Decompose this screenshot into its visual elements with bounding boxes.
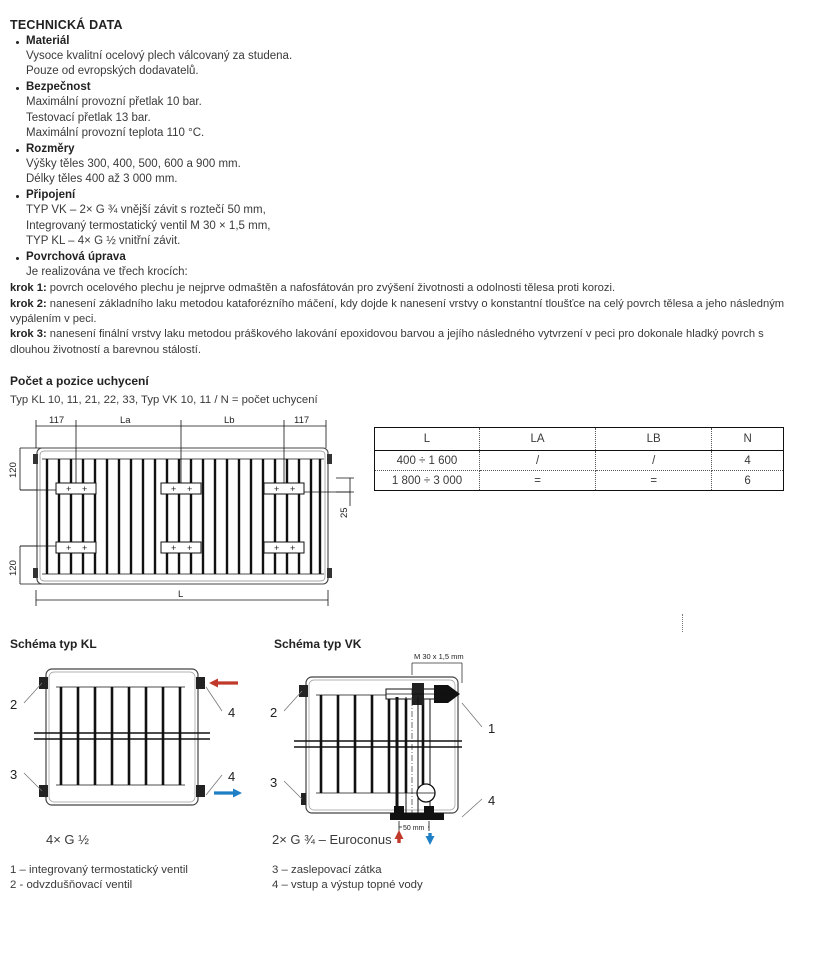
step-label: krok 1:: [10, 282, 47, 295]
kl-callout-4-top: 4: [228, 705, 236, 720]
step-paragraph-2: [0, 297, 818, 328]
table-header-cell: LA: [480, 428, 596, 451]
kl-port-bottom-right: [196, 785, 205, 797]
svg-text:+: +: [290, 484, 296, 494]
spec-heading: Připojení: [26, 189, 76, 202]
dim-label-lb: Lb: [224, 415, 235, 426]
spec-item-connection: [16, 188, 818, 249]
vk-spacing-label: 50 mm: [403, 825, 425, 832]
dim-label-l: L: [178, 589, 184, 600]
kl-callout-3: 3: [10, 767, 18, 782]
spec-line: Integrovaný termostatický ventil M 30 × 1,5 mm,: [26, 219, 271, 232]
svg-text:+: +: [66, 484, 72, 494]
spec-line: Výšky těles 300, 400, 500, 600 a 900 mm.: [26, 158, 241, 171]
spec-heading: Bezpečnost: [26, 81, 91, 94]
table-cell: =: [596, 471, 712, 491]
table-cell: 1 800 ÷ 3 000: [375, 471, 480, 491]
kl-callout-2: 2: [10, 697, 18, 712]
table-cell: 4: [712, 451, 784, 471]
schema-vk-caption: 2× G ¾ – Euroconus: [272, 832, 392, 847]
schema-vk-drawing: [266, 645, 516, 845]
spec-heading: Rozměry: [26, 143, 75, 156]
legend-item-4: 4 – vstup a výstup topné vody: [272, 879, 423, 891]
table-cell: /: [480, 451, 596, 471]
legend-item-2: 2 - odvzdušňovací ventil: [10, 879, 133, 891]
spec-heading: Povrchová úprava: [26, 251, 126, 264]
kl-port-top-right: [196, 677, 205, 689]
vk-thread-label: M 30 x 1,5 mm: [414, 652, 464, 661]
spec-line: Vysoce kvalitní ocelový plech válcovaný za studena.: [26, 50, 293, 62]
spec-item-dimensions: [16, 142, 818, 187]
table-cell: /: [596, 451, 712, 471]
spec-heading: Materiál: [26, 35, 70, 47]
spec-line: Pouze od evropských dodavatelů.: [26, 65, 199, 78]
table-header-row: [375, 428, 784, 451]
svg-text:+: +: [187, 543, 193, 553]
spec-item-material: [16, 34, 818, 79]
spec-line: Testovací přetlak 13 bar.: [26, 111, 151, 124]
spec-line: TYP KL – 4× G ½ vnitřní závit.: [26, 234, 181, 247]
legend-item-3: 3 – zaslepovací zátka: [272, 864, 382, 876]
outlet-arrow-blue: [426, 833, 435, 845]
spec-line: Délky těles 400 až 3 000 mm.: [26, 173, 178, 186]
dim-label-right-117: 117: [294, 415, 310, 426]
vk-callout-2: 2: [270, 705, 278, 720]
mounting-section-subtitle: Typ KL 10, 11, 21, 22, 33, Typ VK 10, 11 / N = počet uchycení: [10, 394, 318, 406]
table-row: [375, 451, 784, 471]
dim-label-la: La: [120, 415, 131, 426]
spec-item-safety: [16, 80, 818, 141]
step-paragraph-1: [0, 281, 818, 296]
svg-text:+: +: [171, 543, 177, 553]
dim-label-25: 25: [339, 507, 350, 518]
table-cell: 400 ÷ 1 600: [375, 451, 480, 471]
vk-port-top-left: [299, 685, 308, 697]
table-cell: =: [480, 471, 596, 491]
step-paragraph-3: [0, 327, 818, 358]
outlet-arrow-blue: [214, 789, 242, 798]
dotted-mark: [682, 614, 684, 632]
dim-label-left-117: 117: [49, 415, 65, 426]
vk-callout-3: 3: [270, 775, 278, 790]
svg-text:+: +: [274, 543, 280, 553]
spec-line: Je realizována ve třech krocích:: [26, 266, 188, 279]
step-text: povrch ocelového plechu je nejprve odmaštěn a nafosfátován pro zvýšení životnosti a odolnosti tělesa proti korozi.: [46, 282, 616, 295]
svg-text:+: +: [82, 484, 88, 494]
svg-text:+: +: [171, 484, 177, 494]
technical-data-section: [0, 0, 818, 358]
kl-port-bottom-left: [39, 785, 48, 797]
svg-text:+: +: [66, 543, 72, 553]
table-header-cell: LB: [596, 428, 712, 451]
spec-list: [0, 34, 818, 280]
kl-port-top-left: [39, 677, 48, 689]
svg-text:+: +: [187, 484, 193, 494]
table-header-cell: L: [375, 428, 480, 451]
spec-line: Maximální provozní přetlak 10 bar.: [26, 96, 202, 109]
page-title: TECHNICKÁ DATA: [10, 18, 123, 32]
mounting-section-title: Počet a pozice uchycení: [10, 374, 149, 388]
svg-text:+: +: [82, 543, 88, 553]
table-header-cell: N: [712, 428, 784, 451]
dim-label-bottom-120: 120: [8, 560, 19, 576]
step-text: nanesení základního laku metodou kataforézního máčení, kdy dojde k nanesení vrstvy o konstantní tloušťce na celý povrch tělesa a jeho následným vypálením v peci.: [10, 297, 785, 326]
vk-callout-4: 4: [488, 793, 496, 808]
schema-kl-title: Schéma typ KL: [10, 637, 97, 651]
vk-callout-1: 1: [488, 721, 496, 736]
table-cell: 6: [744, 474, 751, 487]
spec-line: Maximální provozní teplota 110 °C.: [26, 126, 205, 139]
dim-label-top-120: 120: [8, 462, 19, 478]
step-label: krok 2:: [10, 297, 47, 310]
radiator-dimension-drawing: [6, 414, 358, 614]
spec-line: TYP VK – 2× G ¾ vnější závit s roztečí 50 mm,: [26, 204, 266, 217]
inlet-arrow-red: [209, 679, 238, 688]
kl-callout-4-bottom: 4: [228, 769, 236, 784]
mounting-table: [374, 427, 784, 491]
step-text: nanesení finální vrstvy laku metodou práškového lakování epoxidovou barvou a jejího následného vytvrzení v peci pro dokonale hladký povrch s dlouhou životností a barevnou stálostí.: [10, 328, 764, 356]
legend-item-1: 1 – integrovaný termostatický ventil: [10, 864, 188, 876]
table-row: [375, 471, 784, 491]
spec-item-surface-treatment: [16, 250, 818, 280]
schema-vk-title: Schéma typ VK: [274, 637, 362, 651]
schema-kl-drawing: [6, 655, 256, 835]
schema-kl-caption: 4× G ½: [46, 832, 89, 847]
step-label: krok 3:: [10, 328, 47, 341]
svg-text:+: +: [290, 543, 296, 553]
svg-text:+: +: [274, 484, 280, 494]
